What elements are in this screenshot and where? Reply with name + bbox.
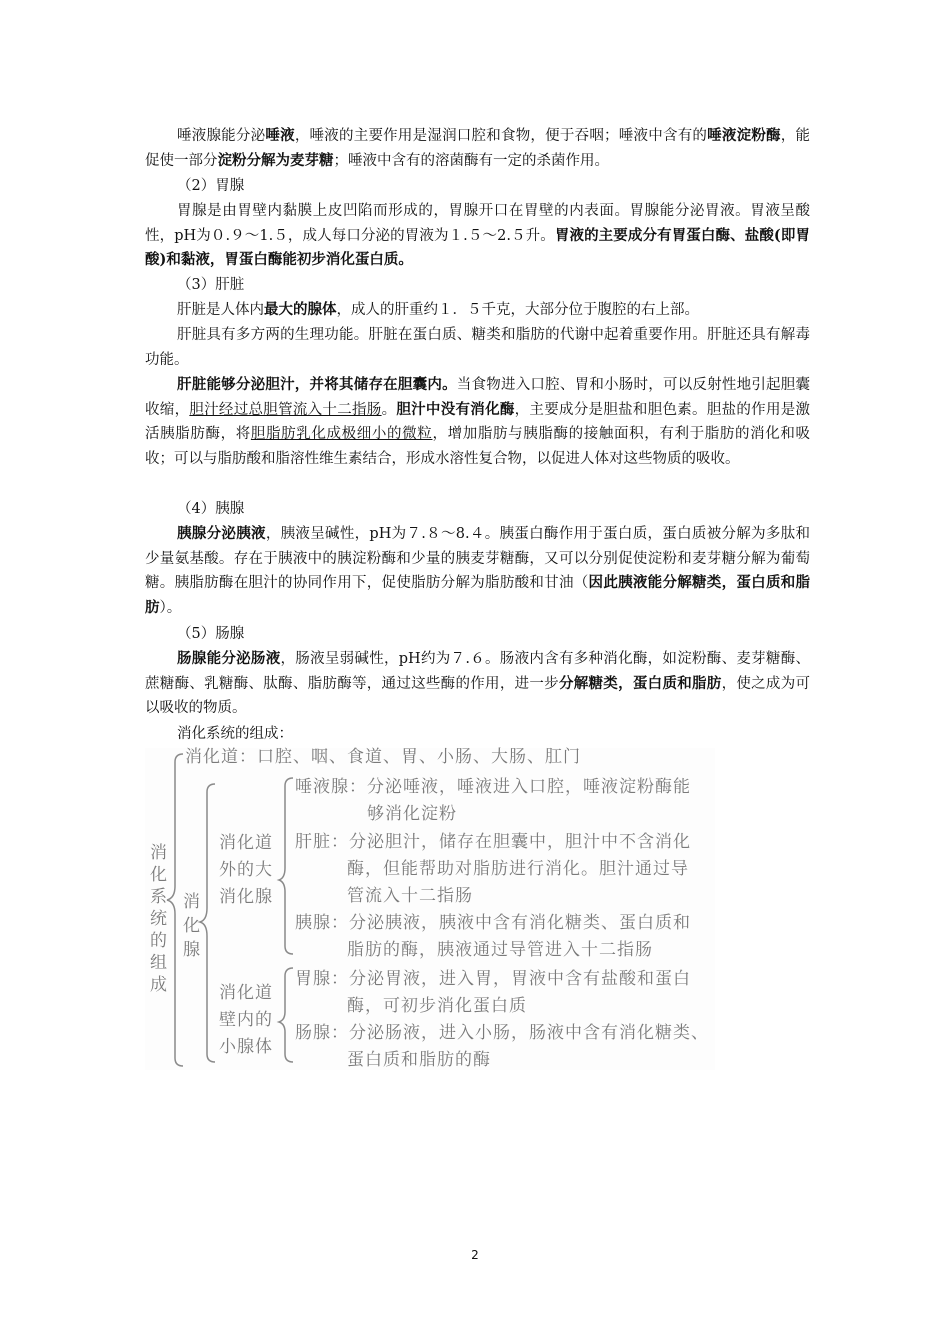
pancreas-line-2: 脂肪的酶，胰液通过导管进入十二指肠 bbox=[347, 940, 653, 960]
intestinal-line-2: 蛋白质和脂肪的酶 bbox=[347, 1050, 491, 1070]
digestive-system-diagram bbox=[145, 748, 715, 1070]
diagram-caption: 消化系统的组成： bbox=[177, 726, 293, 742]
heading-liver: （3）肝脏 bbox=[177, 277, 245, 293]
inner-glands-line-2: 壁内的 bbox=[219, 1010, 273, 1030]
paragraph-intestinal: 肠腺能分泌肠液，肠液呈弱碱性，pH约为７.６。肠液内含有多种消化酶，如淀粉酶、麦芽糖酶、蔗糖酶、乳糖酶、肽酶、脂肪酶等，通过这些酶的作用，进一步分解糖类，蛋白质和脂肪，使之成为可以吸收的物质。 bbox=[145, 650, 810, 716]
inner-glands-line-3: 小腺体 bbox=[219, 1037, 273, 1057]
paragraph-pancreas: 胰腺分泌胰液，胰液呈碱性，pH为７.８～8.４。胰蛋白酶作用于蛋白质，蛋白质被分解为多肽和少量氨基酸。存在于胰液中的胰淀粉酶和少量的胰麦芽糖酶，又可以分别促使淀粉和麦芽糖分解为葡萄糖。胰脂肪酶在胆汁的协同作用下，促使脂肪分解为脂肪酸和甘油（因此胰液能分解糖类，蛋白质和脂肪）。 bbox=[145, 525, 811, 616]
pancreas-line-1: 胰腺：分泌胰液，胰液中含有消化糖类、蛋白质和 bbox=[295, 913, 691, 933]
heading-gastric-gland: （2）胃腺 bbox=[177, 178, 245, 194]
paragraph-liver-size: 肝脏是人体内最大的腺体，成人的肝重约１．５千克，大部分位于腹腔的右上部。 bbox=[177, 301, 699, 318]
outer-glands-line-1: 消化道 bbox=[219, 833, 273, 853]
paragraph-liver-function: 肝脏具有多方两的生理功能。肝脏在蛋白质、糖类和脂肪的代谢中起着重要作用。肝脏还具有解毒功能。 bbox=[145, 327, 810, 368]
liver-line-3: 管流入十二指肠 bbox=[347, 886, 473, 906]
heading-intestinal-gland: （5）肠腺 bbox=[177, 626, 245, 642]
glands-label-text: 消化腺 bbox=[183, 892, 201, 960]
outer-glands-line-3: 消化腺 bbox=[219, 887, 273, 907]
page-number: 2 bbox=[471, 1248, 479, 1262]
liver-line-1: 肝脏：分泌胆汁，储存在胆囊中，胆汁中不含消化 bbox=[295, 832, 691, 852]
gastric-line-1: 胃腺：分泌胃液，进入胃，胃液中含有盐酸和蛋白 bbox=[295, 969, 691, 989]
glands-label bbox=[182, 890, 202, 962]
paragraph-bile: 肝脏能够分泌胆汁，并将其储存在胆囊内。当食物进入口腔、胃和小肠时，可以反射性地引起胆囊收缩，胆汁经过总胆管流入十二指肠。胆汁中没有消化酶，主要成分是胆盐和胆色素。胆盐的作用是激活胰脂肪酶，将胆脂肪乳化成极细小的微粒，增加脂肪与胰脂酶的接触面积，有利于脂肪的消化和吸收；可以与脂肪酸和脂溶性维生素结合，形成水溶性复合物，以促进人体对这些物质的吸收。 bbox=[145, 376, 811, 467]
diagram-root-label bbox=[149, 842, 169, 996]
inner-glands-line-1: 消化道 bbox=[219, 983, 273, 1003]
outer-glands-line-2: 外的大 bbox=[219, 860, 273, 880]
salivary-line-2: 够消化淀粉 bbox=[367, 804, 457, 824]
digestive-tract-line: 消化道：口腔、咽、食道、胃、小肠、大肠、肛门 bbox=[185, 747, 581, 767]
heading-pancreas: （4）胰腺 bbox=[177, 501, 245, 517]
paragraph-salivary: 唾液腺能分泌唾液，唾液的主要作用是湿润口腔和食物，便于吞咽；唾液中含有的唾液淀粉酶，能促使一部分淀粉分解为麦芽糖；唾液中含有的溶菌酶有一定的杀菌作用。 bbox=[145, 127, 811, 169]
salivary-line-1: 唾液腺：分泌唾液，唾液进入口腔，唾液淀粉酶能 bbox=[295, 777, 691, 797]
root-label-text: 消化系统的组成 bbox=[150, 843, 168, 995]
gastric-line-2: 酶，可初步消化蛋白质 bbox=[347, 996, 527, 1016]
liver-line-2: 酶，但能帮助对脂肪进行消化。胆汁通过导 bbox=[347, 859, 689, 879]
intestinal-line-1: 肠腺：分泌肠液，进入小肠，肠液中含有消化糖类、 bbox=[295, 1023, 709, 1043]
paragraph-gastric: 胃腺是由胃壁内黏膜上皮凹陷而形成的，胃腺开口在胃壁的内表面。胃腺能分泌胃液。胃液呈酸性，pH为０.９～1.５，成人每口分泌的胃液为１.５～2.５升。胃液的主要成分有胃蛋白酶、盐酸(即胃酸)和黏液，胃蛋白酶能初步消化蛋白质。 bbox=[145, 203, 811, 268]
